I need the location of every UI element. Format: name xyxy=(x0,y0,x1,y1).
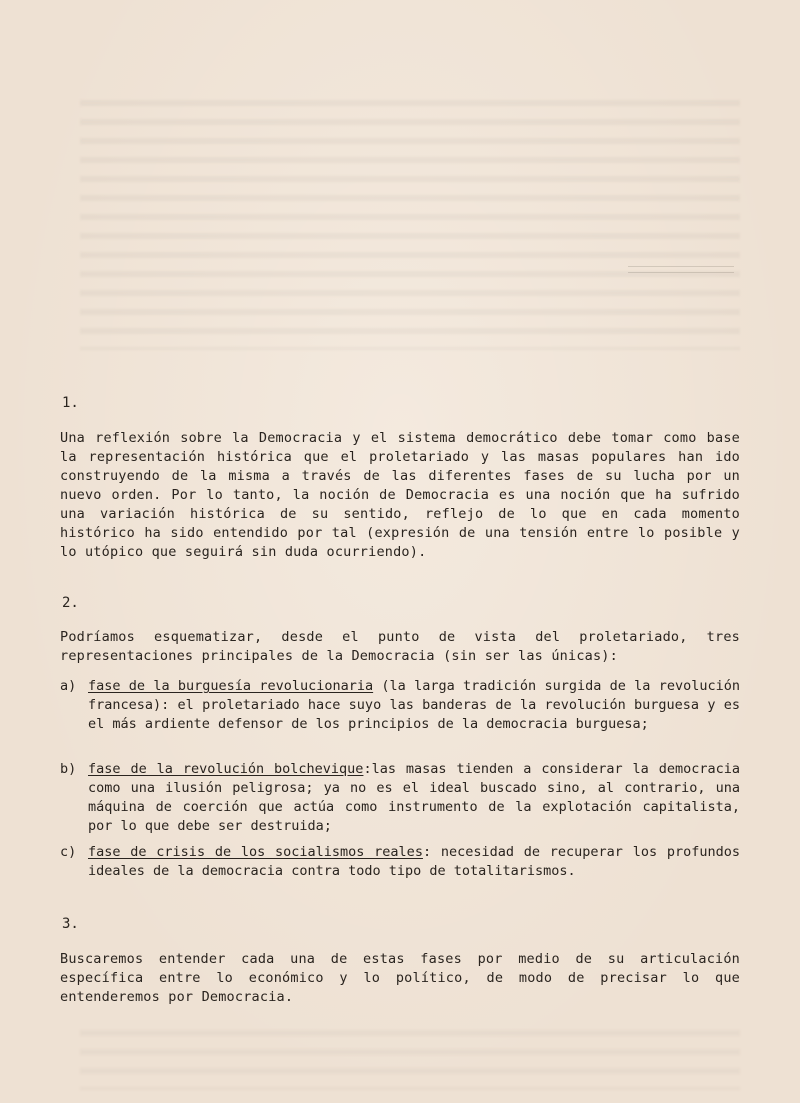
section-number-1: 1. xyxy=(62,395,79,411)
section-2-intro: Podríamos esquematizar, desde el punto de vista del proletariado, tres representaciones principales de la Democracia (sin ser las únicas): xyxy=(60,629,740,664)
list-item-c xyxy=(60,843,740,881)
section-number-3: 3. xyxy=(62,916,79,932)
list-label: c) xyxy=(60,844,77,860)
section-number-2: 2. xyxy=(62,595,79,611)
list-item-heading: fase de la revolución bolchevique xyxy=(88,761,364,777)
list-item-text: :las masas tienden a considerar la democracia como una ilusión peligrosa; ya no es el ideal buscado sino, al contrario, una máquina de coerción que actúa como instrumento de la explotación capitalista, por lo que debe ser destruida; xyxy=(88,761,741,834)
list-label: b) xyxy=(60,761,77,777)
section-1-paragraph: Una reflexión sobre la Democracia y el sistema democrático debe tomar como base la representación histórica que el proletariado y las masas populares han ido construyendo de la misma a través de las diferentes fases de su lucha por un nuevo orden. Por lo tanto, la noción de Democracia es una noción que ha sufrido una variación histórica de su sentido, reflejo de lo que en cada momento histórico ha sido entendido por tal (expresión de una tensión entre lo posible y lo utópico que seguirá sin duda ocurriendo). xyxy=(60,430,740,560)
list-item-text: (la larga tradición surgida de la revolución francesa): el proletariado hace suyo las banderas de la revolución burguesa y es el más ardiente defensor de los principios de la democracia burguesa; xyxy=(88,678,740,732)
bleed-through-block xyxy=(80,1030,740,1090)
list-item-a xyxy=(60,677,740,734)
list-item-body xyxy=(88,843,740,881)
list-item-b xyxy=(60,760,740,836)
list-item-body xyxy=(88,677,740,734)
section-3-paragraph: Buscaremos entender cada una de estas fases por medio de su articulación específica entre lo económico y lo político, de modo de precisar lo que entenderemos por Democracia. xyxy=(60,951,740,1005)
bleed-through-block xyxy=(80,100,740,350)
list-label: a) xyxy=(60,678,77,694)
list-item-heading: fase de la burguesía revolucionaria xyxy=(88,678,374,694)
list-item-body xyxy=(88,760,740,836)
list-item-text: : necesidad de recuperar los profundos ideales de la democracia contra todo tipo de totalitarismos. xyxy=(88,844,741,879)
list-item-heading: fase de crisis de los socialismos reales xyxy=(88,844,423,860)
